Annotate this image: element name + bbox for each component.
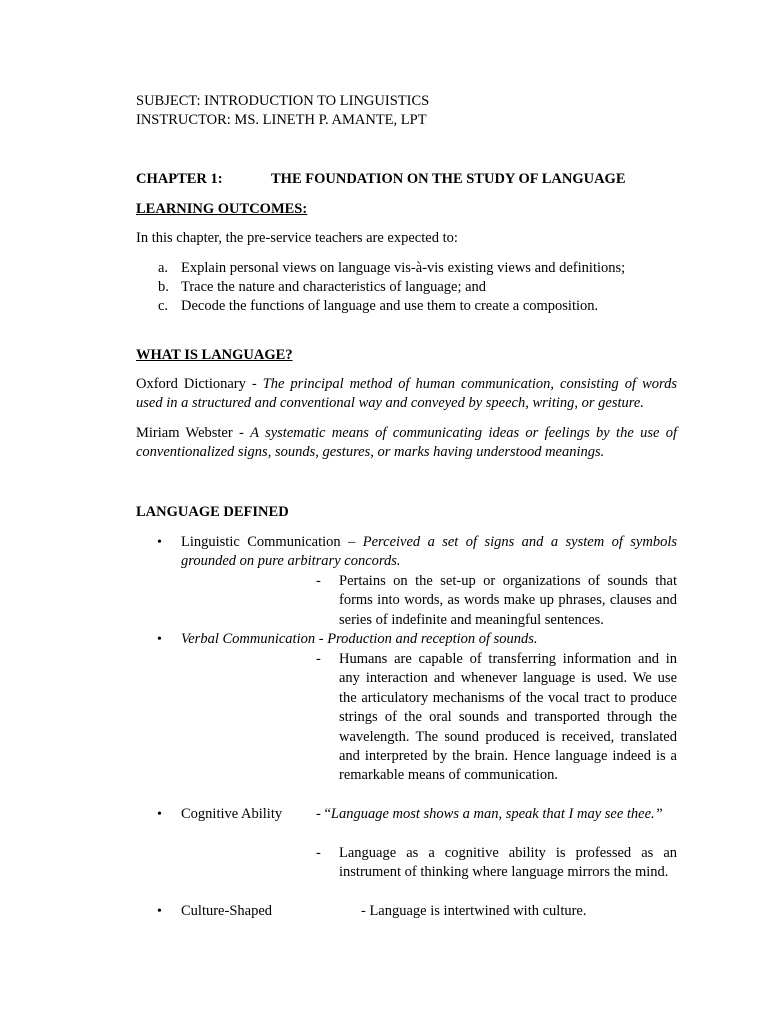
verbal-communication-item: Verbal Communication - Production and reception of sounds. [181,631,538,647]
culture-shaped-detail: - Language is intertwined with culture. [361,903,587,919]
cognitive-ability-quote [316,805,677,824]
definition-webster [136,424,677,463]
definition-text: The principal method of human communication, consisting of words used in a structured and conventional way and conveyed by speech, writing, or gesture. [136,376,677,412]
item-term: Linguistic Communication – [181,534,363,550]
learning-outcomes-heading: LEARNING OUTCOMES: [136,201,308,217]
language-defined-heading: LANGUAGE DEFINED [136,504,289,520]
subject-line: SUBJECT: INTRODUCTION TO LINGUISTICS [136,93,430,109]
chapter-title: THE FOUNDATION ON THE STUDY OF LANGUAGE [271,171,626,187]
dash-glyph: - [316,651,321,667]
outcome-text: Trace the nature and characteristics of language; and [181,279,487,295]
bullet-glyph: • [157,807,162,822]
outcome-text: Explain personal views on language vis-à-vis existing views and definitions; [181,260,626,276]
outcome-marker: b. [158,279,169,295]
definition-source: Miriam Webster - [136,425,251,441]
bullet-glyph: • [157,904,162,919]
cognitive-ability-term: Cognitive Ability [181,806,283,822]
dash-glyph: - [316,573,321,589]
cognitive-ability-detail: Language as a cognitive ability is professed as an instrument of thinking where language mirrors the mind. [339,845,677,881]
cognitive-ability-attribution-line [181,824,473,843]
definition-oxford [136,375,677,414]
chapter-label: CHAPTER 1: [136,171,223,187]
instructor-line: INSTRUCTOR: MS. LINETH P. AMANTE, LPT [136,112,427,128]
culture-shaped-term: Culture-Shaped [181,903,273,919]
item-definition: Perceived a set of signs and a system of symbols grounded on pure arbitrary concords. [181,534,677,570]
outcome-marker: a. [158,260,169,276]
bullet-glyph: • [157,535,162,550]
verbal-communication-detail: Humans are capable of transferring information and in any interaction and whenever language is used. We use the articulatory mechanisms of the vocal tract to produce strings of the oral sounds and transported through the wavelength. The sound produced is received, translated and interpreted by the brain. Hence language indeed is a remarkable means of communication. [339,651,677,784]
linguistic-communication-item [181,533,677,572]
definition-text: A systematic means of communicating ideas or feelings by the use of conventionalized signs, sounds, gestures, or marks having understood meanings. [136,425,677,461]
quote-dash: - “ [316,806,331,822]
dash-glyph: - [316,845,321,861]
learning-outcomes-intro: In this chapter, the pre-service teachers are expected to: [136,230,458,246]
quote-text: Language most shows a man, speak that I may see thee.” [330,806,663,822]
outcome-text: Decode the functions of language and use them to create a composition. [181,298,599,314]
linguistic-communication-detail: Pertains on the set-up or organizations of sounds that forms into words, as words make up phrases, clauses and series of indefinite and meaningful sentences. [339,573,677,628]
definition-source: Oxford Dictionary - [136,376,263,392]
bullet-glyph: • [157,632,162,647]
what-is-language-heading: WHAT IS LANGUAGE? [136,347,293,363]
outcome-marker: c. [158,298,169,314]
